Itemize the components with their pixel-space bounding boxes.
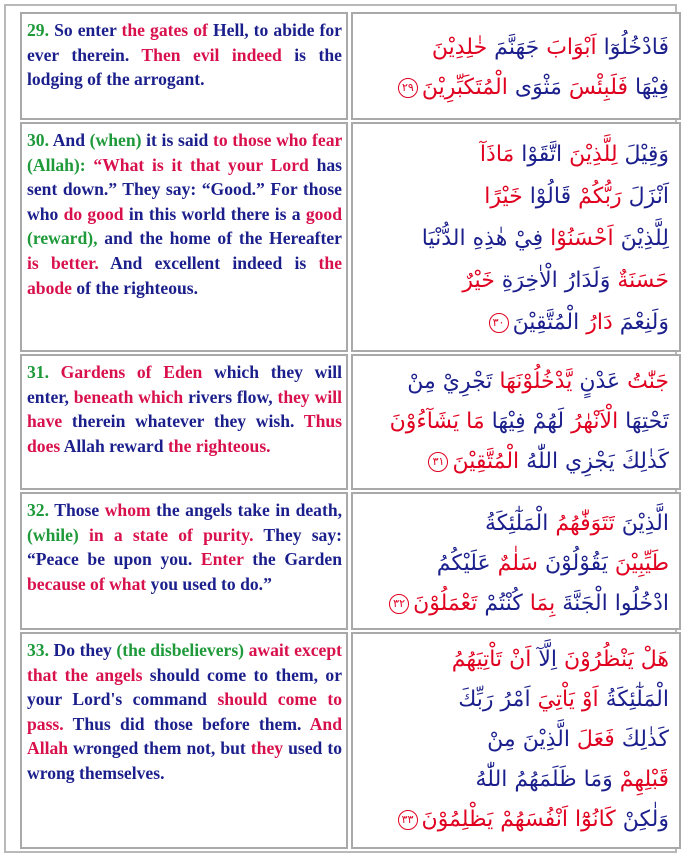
arabic-word: ادْخُلُوا الْجَنَّةَ bbox=[555, 591, 669, 616]
arabic-word: يَقُوْلُوْنَ bbox=[537, 551, 608, 576]
translation-33 bbox=[20, 632, 348, 849]
arabic-word: حَسَنَةٌ bbox=[610, 268, 669, 293]
translation-29 bbox=[20, 12, 348, 120]
translation-segment: is better. bbox=[27, 252, 111, 273]
translation-segment: and the home of the Hereafter bbox=[104, 228, 342, 249]
ayah-marker-icon: ٢٩ bbox=[398, 78, 418, 98]
translation-segment: should come to them, or your Lord's command bbox=[27, 664, 342, 710]
translation-32 bbox=[20, 492, 348, 630]
arabic-line bbox=[363, 68, 669, 108]
translation-segment: (the disbelievers) bbox=[116, 640, 249, 660]
translation-segment: Allah reward bbox=[63, 435, 168, 456]
arabic-word: مَثْوَى bbox=[507, 75, 562, 100]
translation-segment: has sent down.” They say: “Good.” For those who bbox=[27, 154, 342, 224]
translation-segment: used to wrong themselves. bbox=[27, 738, 343, 783]
arabic-word: كَانُوْٓا اَنْفُسَهُمْ bbox=[493, 807, 616, 832]
translation-segment: because of what bbox=[27, 573, 151, 594]
arabic-line bbox=[363, 260, 669, 302]
arabic-line bbox=[363, 402, 669, 442]
translation-segment: in a state of purity. bbox=[89, 524, 264, 545]
arabic-word: فَعَلَ bbox=[569, 727, 615, 752]
translation-segment: whom bbox=[104, 500, 157, 520]
translation-segment: Thus does bbox=[27, 411, 342, 456]
arabic-line bbox=[363, 584, 669, 624]
arabic-31 bbox=[351, 354, 681, 490]
arabic-line bbox=[363, 544, 669, 584]
verse-row-33 bbox=[12, 632, 681, 849]
arabic-29 bbox=[351, 12, 681, 120]
verse-row-32 bbox=[12, 492, 681, 630]
verse-row-31 bbox=[12, 354, 681, 490]
arabic-word: كُنْتُمْ bbox=[477, 591, 523, 616]
arabic-word: بِمَا bbox=[522, 591, 556, 616]
arabic-word: اِلَّآ bbox=[531, 647, 558, 672]
translation-segment: you used to do.” bbox=[150, 573, 272, 594]
arabic-word: اَوْ يَاْتِيَ bbox=[530, 687, 599, 712]
arabic-line bbox=[363, 760, 669, 800]
arabic-word: اَمْرُ رَبِّكَ bbox=[458, 687, 531, 712]
translation-segment: they bbox=[250, 738, 289, 759]
arabic-word: جَنّٰتُ bbox=[620, 369, 669, 394]
translation-segment: should come to pass. bbox=[27, 689, 342, 734]
translation-segment: the righteous. bbox=[167, 435, 271, 456]
arabic-word: وَلَدَارُ الْاٰخِرَةِ bbox=[494, 268, 611, 293]
arabic-word: الْمُتَكَبِّرِيْنَ bbox=[421, 75, 508, 100]
translation-segment: Enter bbox=[200, 549, 253, 570]
translation-segment: to those who fear bbox=[212, 130, 342, 150]
translation-segment: await except that the angels bbox=[27, 640, 343, 685]
arabic-word: يَّدْخُلُوْنَهَا bbox=[492, 369, 573, 394]
arabic-word: الْاَنْهٰرُ bbox=[564, 409, 619, 434]
arabic-line bbox=[363, 176, 669, 218]
arabic-word: مَاذَآ bbox=[479, 142, 515, 167]
translation-segment: (when) bbox=[89, 130, 147, 150]
ayah-marker-icon: ٣١ bbox=[428, 452, 448, 472]
arabic-line bbox=[363, 302, 669, 344]
translation-31 bbox=[20, 354, 348, 490]
translation-segment: the abode bbox=[27, 252, 342, 298]
arabic-word: كَذٰلِكَ bbox=[614, 449, 669, 474]
arabic-word: الْمُتَّقِيْنَ bbox=[452, 449, 520, 474]
translation-segment: they will have bbox=[27, 386, 342, 432]
verse-number: 31. bbox=[27, 362, 49, 382]
translation-segment: And excellent indeed is bbox=[110, 252, 319, 273]
translation-segment: (Allah): bbox=[27, 154, 94, 175]
translation-segment: So enter bbox=[49, 20, 122, 40]
translation-segment: Gardens of Eden bbox=[49, 362, 215, 382]
arabic-word: خٰلِدِيْنَ bbox=[431, 35, 488, 60]
translation-segment: Those bbox=[49, 500, 105, 520]
translation-segment: the angels take in death, bbox=[156, 500, 342, 520]
arabic-line bbox=[363, 504, 669, 544]
verse-row-29 bbox=[12, 12, 681, 120]
arabic-word: الْمَلٰٓئِكَةُ bbox=[484, 511, 549, 536]
arabic-line bbox=[363, 134, 669, 176]
translation-segment: in this world there is a bbox=[128, 203, 306, 224]
verse-number: 33. bbox=[27, 640, 49, 660]
arabic-line bbox=[363, 800, 669, 840]
arabic-word: عَدْنٍ bbox=[572, 369, 621, 394]
ayah-marker-icon: ٣٢ bbox=[389, 594, 409, 614]
arabic-30 bbox=[351, 122, 681, 352]
verse-number: 32. bbox=[27, 500, 49, 520]
arabic-word: وَقِيْلَ bbox=[617, 142, 669, 167]
translation-segment: do good bbox=[63, 203, 129, 224]
arabic-word: الَّذِيْنَ مِنْ bbox=[487, 727, 570, 752]
arabic-word: اَحْسَنُوْا bbox=[543, 226, 614, 251]
arabic-word: اَبْوَابَ bbox=[539, 35, 597, 60]
arabic-word: قَالُوْا bbox=[522, 184, 572, 209]
arabic-word: قَبْلِهِمْ bbox=[612, 767, 669, 792]
arabic-word: مَا يَشَآءُوْنَ bbox=[389, 409, 485, 434]
translation-segment: wronged them not, but bbox=[73, 738, 251, 759]
arabic-line bbox=[363, 720, 669, 760]
ayah-marker-icon: ٣٠ bbox=[489, 313, 509, 333]
arabic-word: عَلَيْكُمُ bbox=[436, 551, 491, 576]
translation-segment: beneath which bbox=[73, 386, 189, 407]
arabic-line bbox=[363, 680, 669, 720]
arabic-word: فِيْهَا bbox=[628, 75, 669, 100]
arabic-word: تَعْمَلُوْنَ bbox=[413, 591, 478, 616]
arabic-32 bbox=[351, 492, 681, 630]
verses-table bbox=[4, 4, 677, 853]
arabic-word: لِلَّذِيْنَ bbox=[613, 226, 669, 251]
arabic-word: وَلٰكِنْ bbox=[615, 807, 669, 832]
arabic-word: الْمُتَّقِيْنَ bbox=[512, 310, 580, 335]
translation-segment: which they will enter, bbox=[27, 362, 342, 407]
translation-segment: And bbox=[49, 130, 90, 150]
translation-segment: “What is it that your Lord bbox=[93, 154, 317, 175]
translation-segment: (while) bbox=[27, 524, 89, 545]
arabic-word: لِلَّذِيْنَ bbox=[562, 142, 618, 167]
arabic-word: جَهَنَّمَ bbox=[487, 35, 540, 60]
arabic-line bbox=[363, 218, 669, 260]
arabic-word: الْمَلٰٓئِكَةُ bbox=[598, 687, 669, 712]
arabic-word: اتَّقَوْا bbox=[514, 142, 563, 167]
verse-number: 30. bbox=[27, 130, 49, 150]
verse-number: 29. bbox=[27, 20, 49, 40]
ayah-marker-icon: ٣٣ bbox=[398, 810, 418, 830]
translation-segment: Thus did those before them. bbox=[72, 713, 310, 734]
arabic-word: فَلَبِئْسَ bbox=[561, 75, 628, 100]
arabic-word: لَهُمْ فِيْهَا bbox=[484, 409, 565, 434]
translation-segment: good bbox=[305, 203, 343, 224]
arabic-word: الَّذِيْنَ bbox=[614, 511, 669, 536]
translation-segment: Hell, to abide for ever therein. bbox=[27, 20, 342, 65]
arabic-word: هَلْ يَنْظُرُوْنَ bbox=[557, 647, 669, 672]
arabic-word: فِيْ هٰذِهِ الدُّنْيَا bbox=[421, 226, 544, 251]
translation-segment: is the lodging of the arrogant. bbox=[27, 44, 342, 90]
arabic-word: سَلٰمٌ bbox=[490, 551, 538, 576]
arabic-word: وَلَنِعْمَ bbox=[612, 310, 669, 335]
translation-segment: the Garden bbox=[252, 549, 342, 570]
translation-segment: (reward), bbox=[27, 228, 105, 249]
arabic-word: دَارُ bbox=[579, 310, 613, 335]
arabic-word: اَنْ تَاْتِيَهُمُ bbox=[451, 647, 532, 672]
arabic-line bbox=[363, 442, 669, 482]
translation-segment: therein whatever they wish. bbox=[71, 411, 304, 432]
translation-segment: of the righteous. bbox=[76, 277, 199, 298]
arabic-word: اَنْزَلَ bbox=[621, 184, 669, 209]
arabic-line bbox=[363, 28, 669, 68]
translation-30 bbox=[20, 122, 348, 352]
arabic-word: خَيْرٌ bbox=[462, 268, 495, 293]
arabic-word: تَتَوَفّٰهُمُ bbox=[548, 511, 615, 536]
translation-segment: And Allah bbox=[27, 713, 342, 759]
arabic-word: كَذٰلِكَ bbox=[614, 727, 669, 752]
arabic-line bbox=[363, 640, 669, 680]
arabic-word: خَيْرًا bbox=[484, 184, 523, 209]
arabic-word: تَحْتِهَا bbox=[618, 409, 669, 434]
arabic-line bbox=[363, 362, 669, 402]
arabic-word: وَمَا ظَلَمَهُمُ اللّٰهُ bbox=[475, 767, 613, 792]
arabic-word: يَجْزِي اللّٰهُ bbox=[519, 449, 615, 474]
translation-segment: rivers flow, bbox=[188, 386, 278, 407]
verse-row-30 bbox=[12, 122, 681, 352]
translation-segment: Then evil indeed bbox=[141, 44, 295, 65]
translation-segment: Do they bbox=[49, 640, 117, 660]
arabic-word: تَجْرِيْ مِنْ bbox=[407, 369, 493, 394]
arabic-word: فَادْخُلُوٓا bbox=[596, 35, 669, 60]
arabic-word: رَبُّكُمْ bbox=[571, 184, 622, 209]
arabic-33 bbox=[351, 632, 681, 849]
translation-segment: it is said bbox=[146, 130, 213, 150]
translation-segment: They say: “Peace be upon you. bbox=[27, 524, 342, 570]
translation-segment: the gates of bbox=[121, 20, 213, 40]
arabic-word: يَظْلِمُوْنَ bbox=[421, 807, 494, 832]
arabic-word: طَيِّبِيْنَ bbox=[607, 551, 669, 576]
